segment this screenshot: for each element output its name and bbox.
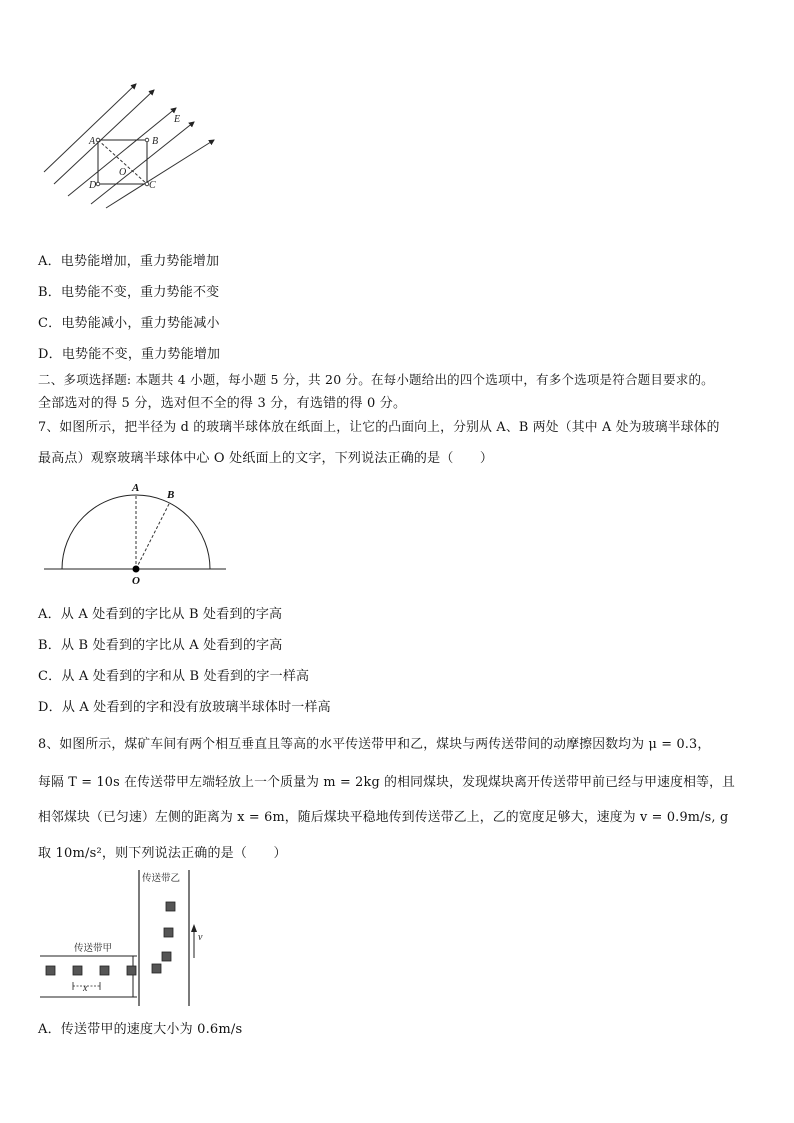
label-e: E	[174, 114, 181, 125]
velocity-label: v	[198, 932, 203, 943]
center-point-o	[133, 566, 140, 573]
q7-stem-line1: 7、如图所示，把半径为 d 的玻璃半球体放在纸面上，让它的凸面向上，分别从 A、B 两处（其中 A 处为玻璃半球体的	[38, 420, 720, 435]
field-line	[44, 84, 136, 172]
section2-line1: 二、多项选择题: 本题共 4 小题，每小题 5 分，共 20 分。在每小题给出的四个选项中，有多个选项是符合题目要求的。	[38, 372, 714, 387]
q8-stem-line3: 相邻煤块（已匀速）左侧的距离为 x = 6m，随后煤块平稳地传到传送带乙上，乙的宽度足够大，速度为 v = 0.9m/s, g	[38, 810, 729, 825]
coal-block	[164, 928, 173, 937]
q8-stem-line2: 每隔 T = 10s 在传送带甲左端轻放上一个质量为 m = 2kg 的相同煤块，发现煤块离开传送带甲前已经与甲速度相等，且	[38, 775, 736, 790]
q8-stem-line4: 取 10m/s²，则下列说法正确的是（ ）	[38, 846, 287, 861]
label-c: C	[149, 180, 156, 191]
label-a: A	[89, 136, 96, 147]
label-o: O	[119, 167, 127, 178]
q6-option-c: C．电势能减小，重力势能减小	[38, 316, 220, 331]
coal-block	[127, 966, 136, 975]
belt-b-label: 传送带乙	[142, 873, 181, 884]
q8-stem-line1: 8、如图所示，煤矿车间有两个相互垂直且等高的水平传送带甲和乙，煤块与两传送带间的动摩擦因数均为 μ = 0.3，	[38, 737, 711, 752]
belt-a-label: 传送带甲	[74, 943, 113, 954]
q7-option-a: A．从 A 处看到的字比从 B 处看到的字高	[38, 607, 283, 622]
coal-block	[166, 902, 175, 911]
label-b: B	[167, 489, 175, 501]
label-d: D	[89, 180, 97, 191]
q6-field-figure	[36, 80, 226, 210]
coal-block	[100, 966, 109, 975]
q7-stem-line2: 最高点）观察玻璃半球体中心 O 处纸面上的文字，下列说法正确的是（ ）	[38, 451, 494, 466]
q6-option-d: D．电势能不变，重力势能增加	[38, 347, 221, 362]
field-line	[54, 90, 154, 184]
label-b: B	[152, 136, 159, 147]
section2-line2: 全部选对的得 5 分，选对但不全的得 3 分，有选错的得 0 分。	[38, 396, 407, 411]
q8-conveyor-figure	[38, 866, 218, 1008]
label-o: O	[132, 575, 140, 586]
field-line	[68, 108, 176, 196]
distance-x-label: x	[83, 983, 88, 994]
coal-block	[73, 966, 82, 975]
coal-block	[162, 952, 171, 961]
q7-hemisphere-figure	[40, 478, 230, 586]
label-a: A	[132, 482, 140, 494]
coal-block	[152, 964, 161, 973]
dashed-line-ob	[136, 502, 170, 569]
q6-option-a: A．电势能增加，重力势能增加	[38, 254, 220, 269]
q7-option-c: C．从 A 处看到的字和从 B 处看到的字一样高	[38, 669, 310, 684]
q8-option-a: A．传送带甲的速度大小为 0.6m/s	[38, 1022, 243, 1037]
q7-option-b: B．从 B 处看到的字比从 A 处看到的字高	[38, 638, 283, 653]
coal-block	[46, 966, 55, 975]
q6-option-b: B．电势能不变，重力势能不变	[38, 285, 220, 300]
q7-option-d: D．从 A 处看到的字和没有放玻璃半球体时一样高	[38, 700, 331, 715]
